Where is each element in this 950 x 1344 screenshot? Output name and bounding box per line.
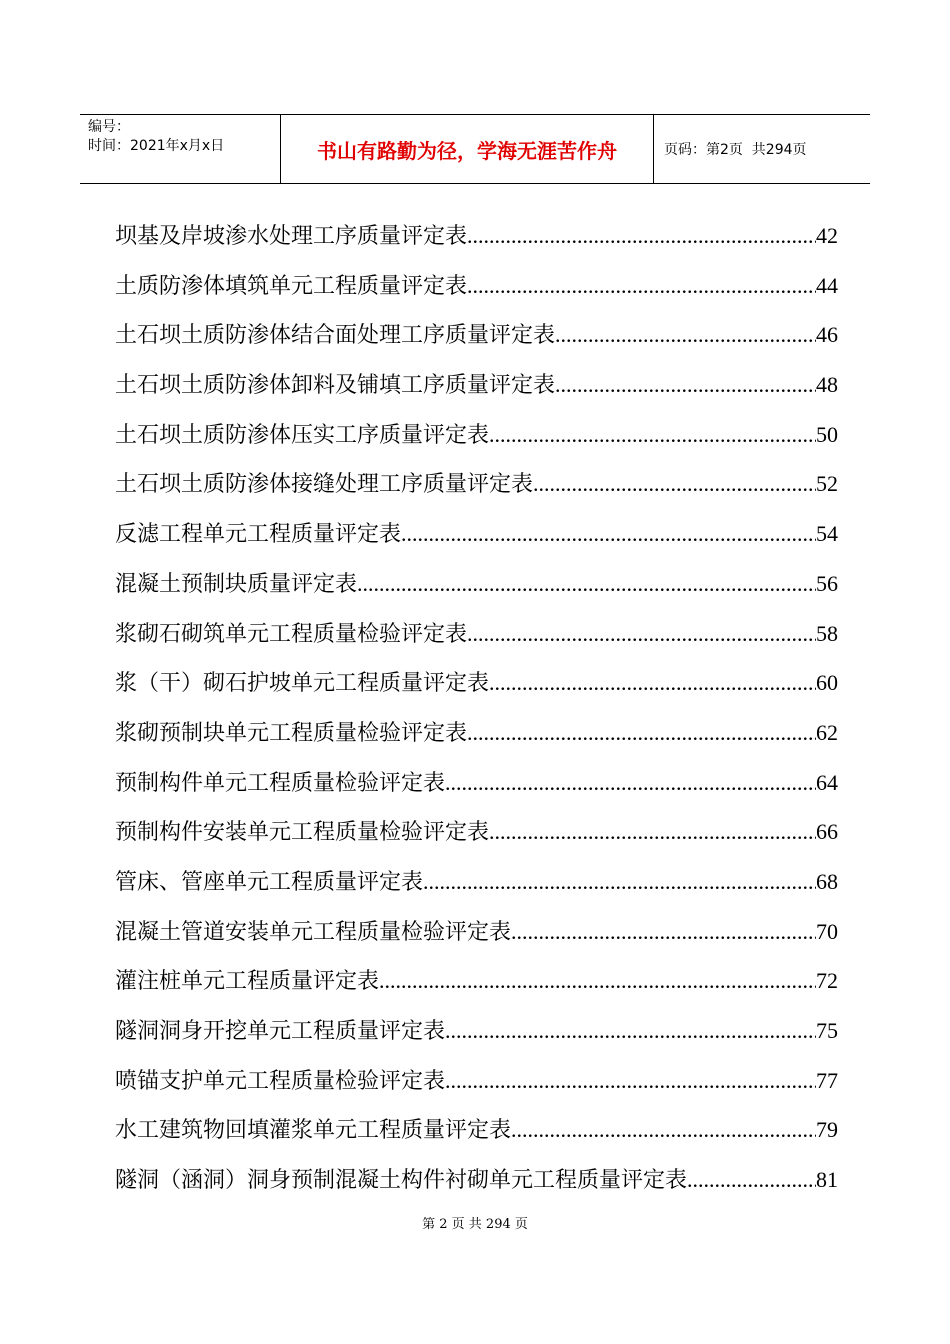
toc-entry[interactable] bbox=[115, 517, 838, 567]
header-meta bbox=[80, 115, 281, 183]
toc-leader-dots bbox=[489, 819, 816, 845]
toc-entry[interactable] bbox=[115, 1064, 838, 1114]
toc-entry-title: 预制构件单元工程质量检验评定表 bbox=[115, 770, 446, 796]
toc-entry[interactable] bbox=[115, 418, 838, 468]
toc-entry-title: 土石坝土质防渗体压实工序质量评定表 bbox=[115, 422, 490, 448]
toc-entry[interactable] bbox=[115, 1014, 838, 1064]
toc-entry-page: 46 bbox=[816, 322, 838, 348]
toc-entry[interactable] bbox=[115, 964, 838, 1014]
toc-entry-page: 50 bbox=[816, 421, 838, 447]
page-footer: 第 2 页 共 294 页 bbox=[422, 1217, 528, 1232]
toc-leader-dots bbox=[555, 322, 816, 348]
toc-entry-title: 浆（干）砌石护坡单元工程质量评定表 bbox=[115, 671, 490, 697]
toc-leader-dots bbox=[445, 1018, 816, 1044]
toc-entry-title: 管床、管座单元工程质量评定表 bbox=[115, 869, 424, 895]
toc-entry-page: 56 bbox=[816, 570, 838, 596]
toc-leader-dots bbox=[423, 869, 816, 895]
header-slogan: 书山有路勤为径，学海无涯苦作舟 bbox=[281, 115, 654, 183]
toc-entry[interactable] bbox=[115, 368, 838, 418]
header-page-label: 页码：第2页 共294页 bbox=[664, 142, 807, 158]
toc-entry-page: 81 bbox=[816, 1167, 838, 1193]
toc-entry-page: 54 bbox=[816, 521, 838, 547]
toc-entry-page: 64 bbox=[816, 769, 838, 795]
document-header bbox=[80, 114, 870, 184]
toc-leader-dots bbox=[467, 273, 816, 299]
toc-leader-dots bbox=[445, 770, 816, 796]
toc-entry-title: 土石坝土质防渗体卸料及铺填工序质量评定表 bbox=[115, 373, 556, 399]
toc-leader-dots bbox=[467, 223, 816, 249]
toc-leader-dots bbox=[489, 422, 816, 448]
toc-leader-dots bbox=[555, 372, 816, 398]
toc-entry-page: 66 bbox=[816, 819, 838, 845]
toc-entry-title: 灌注桩单元工程质量评定表 bbox=[115, 969, 380, 995]
toc-leader-dots bbox=[467, 621, 816, 647]
toc-leader-dots bbox=[401, 521, 816, 547]
toc-leader-dots bbox=[687, 1167, 816, 1193]
toc-entry[interactable] bbox=[115, 666, 838, 716]
toc-entry[interactable] bbox=[115, 467, 838, 517]
toc-entry-title: 反滤工程单元工程质量评定表 bbox=[115, 522, 402, 548]
number-label: 编号： bbox=[88, 119, 130, 135]
toc-entry-page: 72 bbox=[816, 968, 838, 994]
toc-entry-page: 58 bbox=[816, 620, 838, 646]
toc-leader-dots bbox=[379, 968, 816, 994]
toc-entry[interactable] bbox=[115, 716, 838, 766]
toc-entry-title: 预制构件安装单元工程质量检验评定表 bbox=[115, 820, 490, 846]
toc-entry-page: 62 bbox=[816, 719, 838, 745]
toc-leader-dots bbox=[533, 471, 816, 497]
toc-entry-title: 隧洞（涵洞）洞身预制混凝土构件衬砌单元工程质量评定表 bbox=[115, 1168, 688, 1194]
toc-entry-page: 77 bbox=[816, 1067, 838, 1093]
toc-entry[interactable] bbox=[115, 815, 838, 865]
toc-entry-page: 42 bbox=[816, 223, 838, 248]
toc-entry-page: 68 bbox=[816, 868, 838, 894]
toc-entry-title: 土石坝土质防渗体结合面处理工序质量评定表 bbox=[115, 323, 556, 349]
toc-entry[interactable] bbox=[115, 269, 838, 319]
toc-leader-dots bbox=[489, 670, 816, 696]
toc-entry[interactable] bbox=[115, 766, 838, 816]
toc-entry-title: 隧洞洞身开挖单元工程质量评定表 bbox=[115, 1019, 446, 1044]
toc-entry-page: 79 bbox=[816, 1117, 838, 1143]
toc-entry-title: 混凝土预制块质量评定表 bbox=[115, 571, 358, 597]
toc-entry-page: 44 bbox=[816, 272, 838, 298]
toc-entry[interactable] bbox=[115, 617, 838, 667]
toc-leader-dots bbox=[445, 1068, 816, 1094]
toc-leader-dots bbox=[467, 720, 816, 746]
toc-entry[interactable] bbox=[115, 219, 838, 269]
toc-leader-dots bbox=[511, 1117, 816, 1143]
toc-leader-dots bbox=[357, 571, 816, 597]
toc-entry-title: 喷锚支护单元工程质量检验评定表 bbox=[115, 1068, 446, 1094]
toc-entry[interactable] bbox=[115, 318, 838, 368]
toc-entry-page: 60 bbox=[816, 670, 838, 696]
toc-entry[interactable] bbox=[115, 567, 838, 617]
time-label: 时间：2021年x月x日 bbox=[88, 138, 225, 154]
toc-entry-page: 48 bbox=[816, 372, 838, 398]
toc-entry-title: 土质防渗体填筑单元工程质量评定表 bbox=[115, 273, 468, 299]
toc-leader-dots bbox=[511, 919, 816, 945]
toc-entry-title: 水工建筑物回填灌浆单元工程质量评定表 bbox=[115, 1118, 512, 1144]
toc-entry-title: 浆砌石砌筑单元工程质量检验评定表 bbox=[115, 621, 468, 647]
toc-entry-page: 70 bbox=[816, 918, 838, 944]
toc-entry-title: 坝基及岸坡渗水处理工序质量评定表 bbox=[115, 224, 468, 249]
toc-entry-title: 混凝土管道安装单元工程质量检验评定表 bbox=[115, 919, 512, 945]
toc-entry[interactable] bbox=[115, 1163, 838, 1213]
toc-entry[interactable] bbox=[115, 915, 838, 965]
toc-entry[interactable] bbox=[115, 865, 838, 915]
toc-entry-page: 75 bbox=[816, 1018, 838, 1043]
table-of-contents bbox=[115, 219, 838, 1213]
toc-entry-page: 52 bbox=[816, 471, 838, 497]
toc-entry-title: 土石坝土质防渗体接缝处理工序质量评定表 bbox=[115, 472, 534, 498]
toc-entry-title: 浆砌预制块单元工程质量检验评定表 bbox=[115, 720, 468, 746]
toc-entry[interactable] bbox=[115, 1113, 838, 1163]
